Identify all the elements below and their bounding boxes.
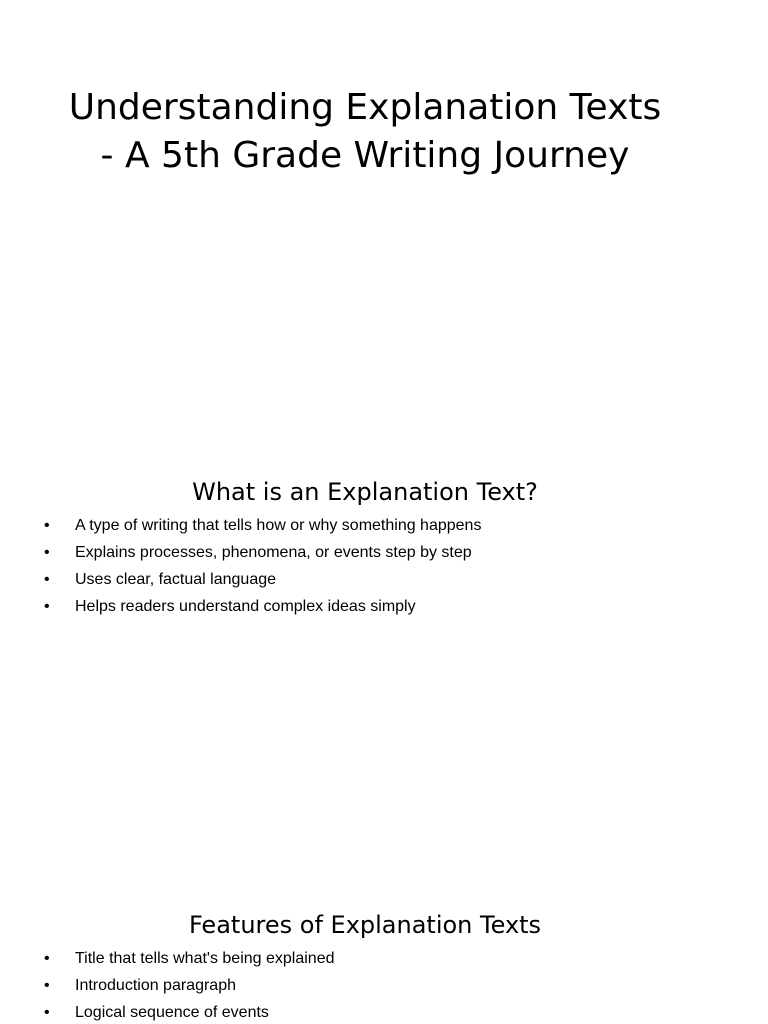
page-title (0, 84, 730, 180)
list-item-text: A type of writing that tells how or why something happens (75, 517, 482, 534)
bullet-icon: • (44, 977, 50, 994)
bullet-icon: • (44, 598, 50, 615)
bullet-icon: • (44, 544, 50, 561)
list-item-text: Introduction paragraph (75, 977, 236, 994)
list-item-text: Uses clear, factual language (75, 571, 277, 588)
section-heading-features: Features of Explanation Texts (188, 911, 542, 939)
list-item-text: Title that tells what's being explained (75, 950, 335, 967)
list-item (44, 1001, 335, 1024)
list-item-text: Logical sequence of events (75, 1004, 269, 1021)
title-line-1: Understanding Explanation Texts (68, 87, 662, 128)
bullet-list-features (44, 947, 335, 1024)
list-item-text: Explains processes, phenomena, or events step by step (75, 544, 472, 561)
bullet-list-what-is (44, 514, 481, 622)
list-item (44, 974, 335, 1001)
list-item (44, 595, 481, 622)
bullet-icon: • (44, 950, 50, 967)
list-item-text: Helps readers understand complex ideas simply (75, 598, 416, 615)
section-heading-what-is: What is an Explanation Text? (192, 478, 538, 506)
list-item (44, 541, 481, 568)
list-item (44, 568, 481, 595)
list-item (44, 947, 335, 974)
title-line-2: - A 5th Grade Writing Journey (100, 135, 630, 176)
bullet-icon: • (44, 571, 50, 588)
list-item (44, 514, 481, 541)
bullet-icon: • (44, 1004, 50, 1021)
bullet-icon: • (44, 517, 50, 534)
